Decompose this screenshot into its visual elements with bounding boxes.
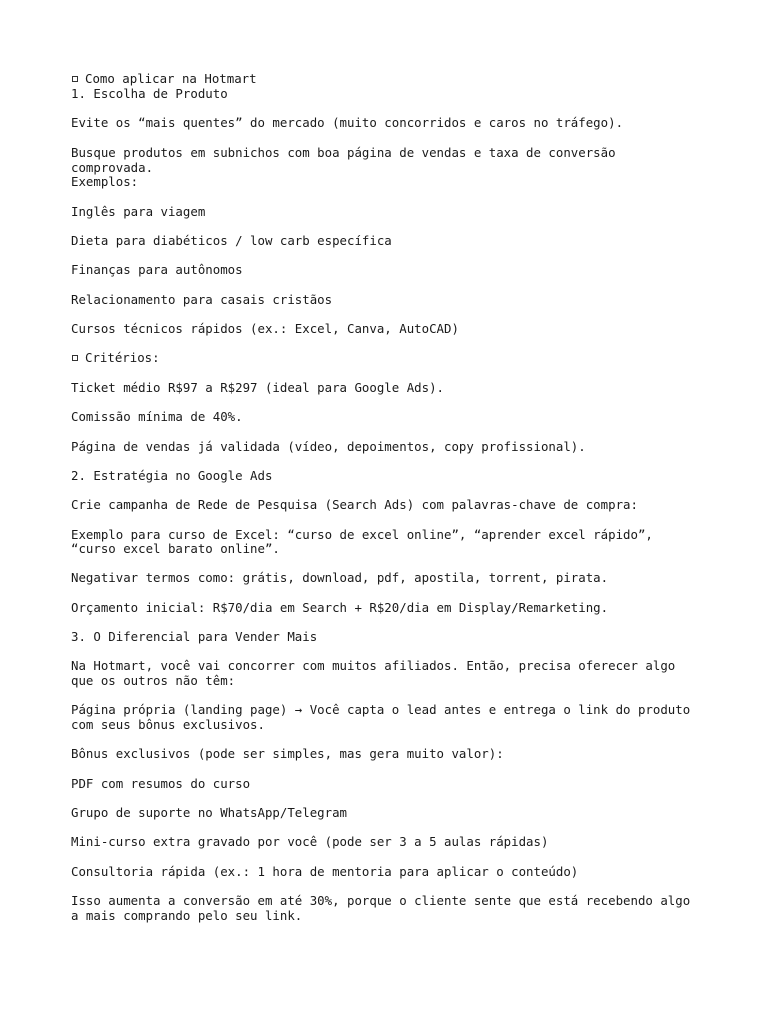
heading-product-choice: 1. Escolha de Produto bbox=[71, 86, 228, 101]
list-item: Finanças para autônomos bbox=[71, 262, 243, 277]
list-item: Mini-curso extra gravado por você (pode ser 3 a 5 aulas rápidas) bbox=[71, 834, 549, 849]
list-item: Comissão mínima de 40%. bbox=[71, 409, 243, 424]
paragraph: Crie campanha de Rede de Pesquisa (Search Ads) com palavras-chave de compra: bbox=[71, 497, 638, 512]
list-item: Consultoria rápida (ex.: 1 hora de mentoria para aplicar o conteúdo) bbox=[71, 864, 579, 879]
paragraph: comprovada. bbox=[71, 160, 154, 175]
heading-google-ads: 2. Estratégia no Google Ads bbox=[71, 468, 273, 483]
list-item: Página de vendas já validada (vídeo, depoimentos, copy profissional). bbox=[71, 439, 586, 454]
box-bullet-icon bbox=[72, 355, 78, 361]
heading-differential: 3. O Diferencial para Vender Mais bbox=[71, 629, 318, 644]
paragraph: a mais comprando pelo seu link. bbox=[71, 908, 303, 923]
paragraph: Orçamento inicial: R$70/dia em Search + R$20/dia em Display/Remarketing. bbox=[71, 600, 609, 615]
criteria-heading bbox=[71, 351, 160, 366]
list-item: Grupo de suporte no WhatsApp/Telegram bbox=[71, 805, 348, 820]
paragraph: com seus bônus exclusivos. bbox=[71, 717, 265, 732]
criteria-text: Critérios: bbox=[85, 350, 160, 365]
list-item: Relacionamento para casais cristãos bbox=[71, 292, 333, 307]
paragraph: Bônus exclusivos (pode ser simples, mas gera muito valor): bbox=[71, 746, 504, 761]
paragraph: Página própria (landing page) → Você capta o lead antes e entrega o link do produto bbox=[71, 702, 691, 717]
heading-text: Como aplicar na Hotmart bbox=[85, 71, 257, 86]
examples-label: Exemplos: bbox=[71, 174, 139, 189]
list-item: PDF com resumos do curso bbox=[71, 776, 251, 791]
paragraph: Exemplo para curso de Excel: “curso de excel online”, “aprender excel rápido”, bbox=[71, 527, 653, 542]
list-item: Dieta para diabéticos / low carb específica bbox=[71, 233, 392, 248]
paragraph: Busque produtos em subnichos com boa página de vendas e taxa de conversão bbox=[71, 145, 616, 160]
paragraph: Na Hotmart, você vai concorrer com muitos afiliados. Então, precisa oferecer algo bbox=[71, 658, 676, 673]
paragraph: “curso excel barato online”. bbox=[71, 541, 280, 556]
paragraph: Negativar termos como: grátis, download, pdf, apostila, torrent, pirata. bbox=[71, 570, 609, 585]
paragraph: Isso aumenta a conversão em até 30%, porque o cliente sente que está recebendo algo bbox=[71, 893, 691, 908]
list-item: Ticket médio R$97 a R$297 (ideal para Google Ads). bbox=[71, 380, 444, 395]
box-bullet-icon bbox=[72, 76, 78, 82]
list-item: Inglês para viagem bbox=[71, 204, 206, 219]
section-heading-hotmart bbox=[71, 72, 257, 87]
list-item: Cursos técnicos rápidos (ex.: Excel, Canva, AutoCAD) bbox=[71, 321, 459, 336]
paragraph: Evite os “mais quentes” do mercado (muito concorridos e caros no tráfego). bbox=[71, 115, 624, 130]
paragraph: que os outros não têm: bbox=[71, 673, 236, 688]
